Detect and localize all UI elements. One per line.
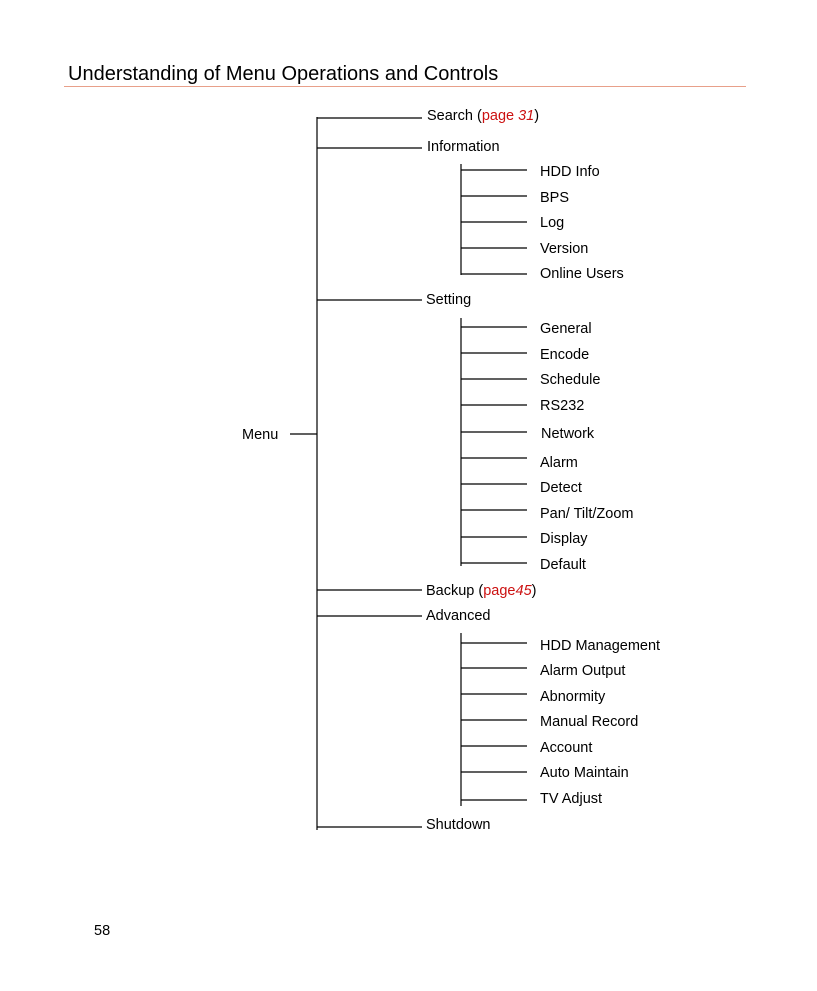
setting-child: Alarm <box>540 455 578 471</box>
setting-child: Default <box>540 557 586 573</box>
search-page-number: 31 <box>518 108 535 124</box>
menu-item-backup: Backup (page45) <box>426 583 537 599</box>
setting-child: Detect <box>540 480 582 496</box>
setting-child: Encode <box>540 347 590 363</box>
advanced-child: Auto Maintain <box>540 765 629 781</box>
search-page-ref[interactable] <box>482 108 534 124</box>
search-label: Search <box>427 108 473 124</box>
information-child: BPS <box>540 190 570 206</box>
setting-child: General <box>540 321 592 337</box>
page-title: Understanding of Menu Operations and Controls <box>68 63 499 85</box>
information-child: Online Users <box>540 266 624 282</box>
advanced-child: Account <box>540 740 593 756</box>
backup-page-word: page <box>483 583 516 599</box>
search-page-word: page <box>481 108 519 124</box>
advanced-child: Alarm Output <box>540 663 626 679</box>
menu-item-search: Search (page 31) <box>427 108 540 124</box>
information-child: Log <box>540 215 565 231</box>
backup-label: Backup <box>426 583 475 599</box>
setting-child: RS232 <box>540 398 585 414</box>
backup-page-number: 45 <box>515 583 532 599</box>
information-child: HDD Info <box>540 164 600 180</box>
menu-item-advanced: Advanced <box>426 608 491 624</box>
advanced-child: HDD Management <box>540 638 661 654</box>
menu-item-setting: Setting <box>426 292 472 308</box>
page-number: 58 <box>94 923 111 939</box>
setting-child: Pan/ Tilt/Zoom <box>540 506 634 522</box>
backup-page-ref[interactable] <box>483 583 531 599</box>
menu-item-information: Information <box>427 139 500 155</box>
advanced-child: TV Adjust <box>540 791 603 807</box>
menu-item-shutdown: Shutdown <box>426 817 491 833</box>
setting-child: Network <box>541 426 595 442</box>
advanced-child: Abnormity <box>540 689 606 705</box>
setting-child: Schedule <box>540 372 601 388</box>
setting-child: Display <box>540 531 588 547</box>
information-child: Version <box>540 241 589 257</box>
menu-root-label: Menu <box>242 427 279 443</box>
advanced-child: Manual Record <box>540 714 639 730</box>
